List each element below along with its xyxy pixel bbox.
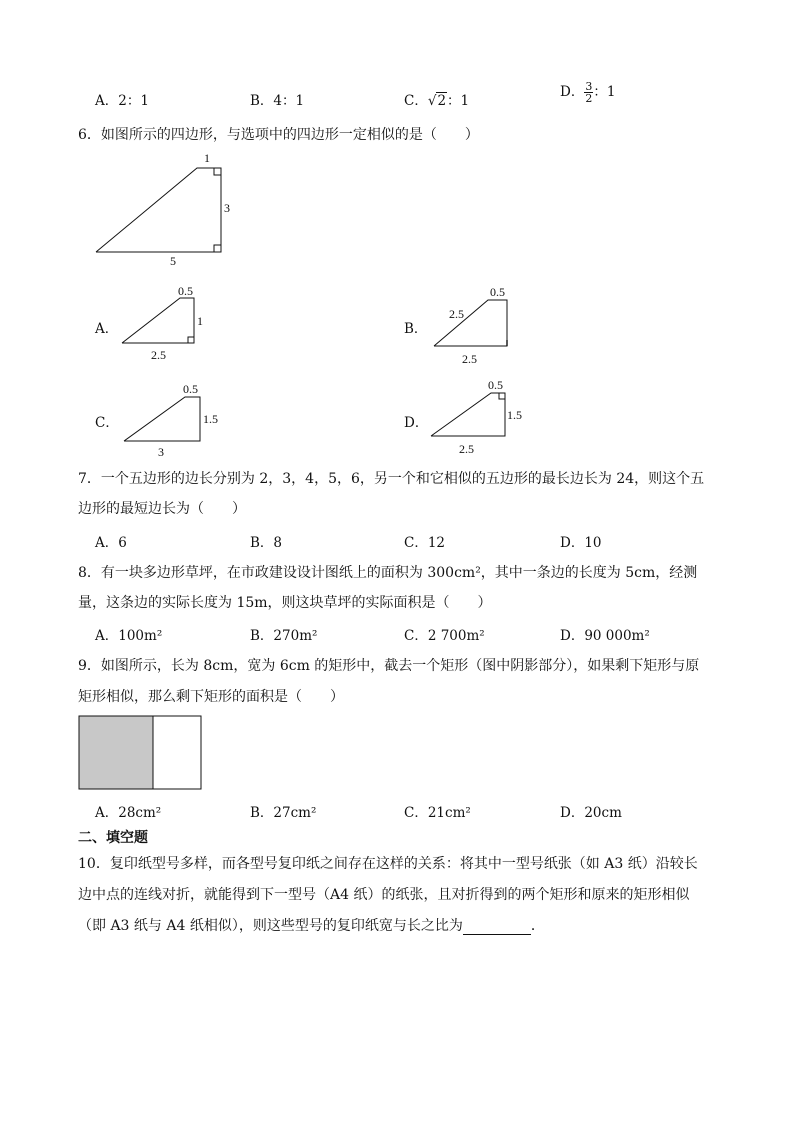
shaded-region	[79, 716, 153, 789]
q6-option-d-label: D．	[404, 415, 429, 431]
svg-text:2.5: 2.5	[151, 348, 166, 362]
q9-rectangle-figure	[78, 715, 204, 791]
svg-text:0.5: 0.5	[178, 284, 193, 298]
sqrt-radicand: 2	[437, 93, 447, 109]
q8-line1: 8．有一块多边形草坪，在市政建设设计图纸上的面积为 300cm²，其中一条边的长度为 5cm，经测	[78, 565, 698, 581]
q6-stem: 6．如图所示的四边形，与选项中的四边形一定相似的是（ ）	[78, 127, 479, 143]
q6-option-a-figure	[118, 285, 218, 365]
q7-option-c: C．12	[404, 535, 446, 551]
q6-option-c-figure	[120, 380, 230, 460]
q8-option-a: A．100m²	[95, 628, 163, 644]
q6-option-d-figure	[428, 375, 538, 455]
main-top-label: 1	[204, 151, 210, 165]
q10-line1: 10．复印纸型号多样，而各型号复印纸之间存在这样的关系：将其中一型号纸张（如 A3 纸）沿较长	[78, 856, 698, 872]
q6-option-b-label: B．	[404, 321, 428, 337]
q7-line1: 7．一个五边形的边长分别为 2，3，4，5，6，另一个和它相似的五边形的最长边长为 24，则这个五	[78, 471, 705, 487]
q10-line2: 边中点的连线对折，就能得到下一型号（A4 纸）的纸张，且对折得到的两个矩形和原来的矩形相似	[78, 887, 690, 903]
main-right-label: 3	[224, 201, 230, 215]
svg-text:3: 3	[158, 445, 164, 459]
fraction-denominator: 2	[585, 92, 593, 105]
fraction	[584, 81, 593, 104]
svg-text:1.5: 1.5	[203, 412, 218, 426]
q5-option-d	[560, 80, 615, 104]
q10-line3-text: （即 A3 纸与 A4 纸相似），则这些型号的复印纸宽与长之比为	[78, 918, 463, 934]
q9-option-d: D．20cm	[560, 805, 622, 821]
q8-option-d: D．90 000m²	[560, 628, 650, 644]
q8-option-b: B．270m²	[250, 628, 318, 644]
q7-line2: 边形的最短边长为（ ）	[78, 501, 246, 517]
section-heading: 二、填空题	[78, 830, 148, 846]
q9-option-c: C．21cm²	[404, 805, 471, 821]
fraction-numerator: 3	[585, 80, 593, 93]
main-bottom-label: 5	[170, 254, 176, 268]
q10-line3-end: ．	[530, 918, 545, 934]
q9-option-b: B．27cm²	[250, 805, 317, 821]
q5-option-d-suffix: ：1	[593, 84, 616, 100]
q7-option-b: B．8	[250, 535, 283, 551]
svg-text:1.5: 1.5	[507, 408, 522, 422]
q8-option-c: C．2 700m²	[404, 628, 485, 644]
q5-option-b: B．4：1	[250, 93, 305, 109]
svg-text:0.5: 0.5	[488, 378, 503, 392]
q7-option-a: A．6	[95, 535, 127, 551]
answer-blank[interactable]	[463, 920, 531, 935]
q5-option-c-prefix: C．	[404, 93, 428, 109]
q6-option-c-label: C．	[95, 415, 119, 431]
q6-option-b-figure	[430, 285, 540, 365]
q8-line2: 量，这条边的实际长度为 15m，则这块草坪的实际面积是（ ）	[78, 595, 492, 611]
q9-line1: 9．如图所示，长为 8cm，宽为 6cm 的矩形中，截去一个矩形（图中阴影部分），如果剩下矩形与原	[78, 658, 700, 674]
svg-text:0.5: 0.5	[183, 382, 198, 396]
q5-option-d-prefix: D．	[560, 84, 585, 100]
svg-text:0.5: 0.5	[490, 285, 505, 299]
q5-option-c	[404, 89, 469, 109]
svg-text:2.5: 2.5	[459, 442, 474, 456]
q6-main-figure	[90, 148, 250, 268]
svg-text:2.5: 2.5	[449, 307, 464, 321]
sqrt-symbol: √2	[427, 93, 447, 109]
q5-option-c-suffix: ：1	[447, 93, 470, 109]
q9-option-a: A．28cm²	[95, 805, 162, 821]
q6-option-a-label: A．	[95, 321, 119, 337]
svg-text:2.5: 2.5	[462, 352, 477, 366]
svg-text:1: 1	[197, 314, 203, 328]
q9-line2: 矩形相似，那么剩下矩形的面积是（ ）	[78, 689, 344, 705]
q7-option-d: D．10	[560, 535, 602, 551]
q5-option-a: A．2：1	[95, 93, 149, 109]
q10-line3	[78, 915, 545, 935]
